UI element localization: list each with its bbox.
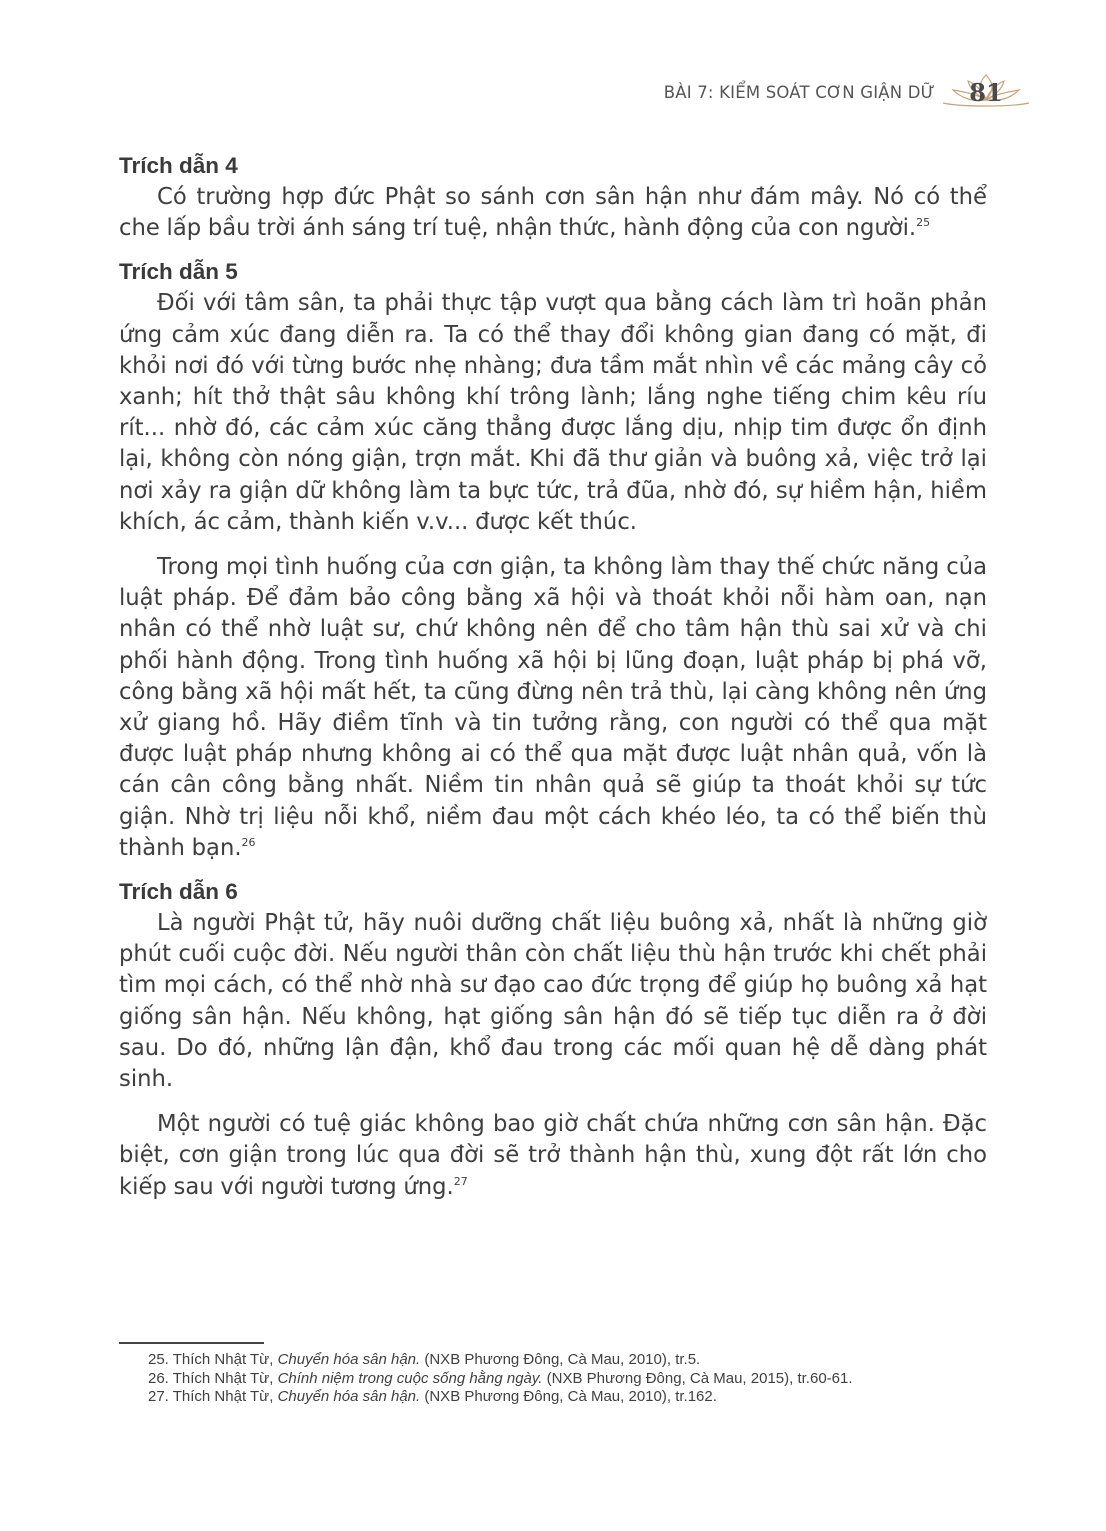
paragraph (119, 908, 987, 1095)
paragraph (119, 288, 987, 538)
paragraph-text: Có trường hợp đức Phật so sánh cơn sân hận như đám mây. Nó có thể che lấp bầu trời ánh sáng trí tuệ, nhận thức, hành động của con người. (119, 184, 987, 242)
section-heading: Trích dẫn 4 (119, 153, 238, 178)
paragraph-text: Là người Phật tử, hãy nuôi dưỡng chất liệu buông xả, nhất là những giờ phút cuối cuộc đời. Nếu người thân còn chất liệu thù hận trước khi chết phải tìm mọi cách, có thể nhờ nhà sư đạo cao đức trọng để giúp họ buông xả hạt giống sân hận. Nếu không, hạt giống sân hận đó sẽ tiếp tục diễn ra ở đời sau. Do đó, những lận đận, khổ đau trong các mối quan hệ dễ dàng phát sinh. (119, 910, 987, 1093)
paragraph-text: Đối với tâm sân, ta phải thực tập vượt qua bằng cách làm trì hoãn phản ứng cảm xúc đang diễn ra. Ta có thể thay đổi không gian đang có mặt, đi khỏi nơi đó với từng bước nhẹ nhàng; đưa tầm mắt nhìn về các mảng cây cỏ xanh; hít thở thật sâu không khí trông lành; lắng nghe tiếng chim kêu ríu rít... nhờ đó, các cảm xúc căng thẳng được lắng dịu, nhịp tim được ổn định lại, không còn nóng giận, trợn mắt. Khi đã thư giản và buông xả, việc trở lại nơi xảy ra giận dữ không làm ta bực tức, trả đũa, nhờ đó, sự hiềm hận, hiềm khích, ác cảm, thành kiến v.v... được kết thúc. (119, 290, 987, 535)
page-number: 81 (969, 78, 1003, 107)
footnote-divider (119, 1342, 264, 1344)
footnote-prefix: 25. Thích Nhật Từ, (148, 1351, 278, 1368)
footnote-ref: 26 (241, 835, 256, 849)
paragraph (119, 552, 987, 864)
paragraph-text: Một người có tuệ giác không bao giờ chất chứa những cơn sân hận. Đặc biệt, cơn giận trong lúc qua đời sẽ trở thành hận thù, xung đột rất lớn cho kiếp sau với người tương ứng. (119, 1111, 987, 1200)
main-text (119, 150, 987, 1203)
paragraph (119, 182, 987, 244)
footnote-title: Chuyển hóa sân hận. (277, 1351, 421, 1368)
section-heading: Trích dẫn 5 (119, 259, 238, 285)
footnote-suffix: (NXB Phương Đông, Cà Mau, 2010), tr.162. (420, 1388, 717, 1406)
footnote-prefix: 27. Thích Nhật Từ, (148, 1388, 278, 1406)
footnotes (119, 1351, 987, 1407)
paragraph (119, 1109, 987, 1203)
footnote-ref: 25 (916, 216, 931, 230)
footnote (119, 1388, 987, 1407)
footnote (119, 1370, 987, 1389)
footnote-title: Chính niệm trong cuộc sống hằng ngày. (277, 1369, 543, 1387)
paragraph-text: Trong mọi tình huống của cơn giận, ta không làm thay thế chức năng của luật pháp. Để đảm bảo công bằng xã hội và thoát khỏi nỗi hàm oan, nạn nhân có thể nhờ luật sư, chứ không nên để cho tâm hận thù sai xử và chi phối hành động. Trong tình huống xã hội bị lũng đoạn, luật pháp bị phá vỡ, công bằng xã hội mất hết, ta cũng đừng nên trả thù, lại càng không nên ứng xử giang hồ. Hãy điềm tĩnh và tin tưởng rằng, con người có thể qua mặt được luật pháp nhưng không ai có thể qua mặt được luật nhân quả, vốn là cán cân công bằng nhất. Niềm tin nhân quả sẽ giúp ta thoát khỏi sự tức giận. Nhờ trị liệu nỗi khổ, niềm đau một cách khéo léo, ta có thể biến thù thành bạn. (119, 554, 987, 861)
running-title: BÀI 7: KIỂM SOÁT CƠN GIẬN DỮ (663, 82, 935, 102)
footnote (119, 1351, 987, 1370)
running-header (664, 72, 1031, 112)
footnote-ref: 27 (453, 1174, 468, 1188)
footnote-title: Chuyển hóa sân hận. (277, 1388, 421, 1406)
footnote-prefix: 26. Thích Nhật Từ, (148, 1369, 278, 1387)
section-heading: Trích dẫn 6 (119, 879, 238, 905)
footnote-suffix: (NXB Phương Đông, Cà Mau, 2015), tr.60-61. (542, 1369, 853, 1387)
page-number-badge (941, 72, 1031, 112)
footnote-suffix: (NXB Phương Đông, Cà Mau, 2010), tr.5. (420, 1351, 701, 1368)
